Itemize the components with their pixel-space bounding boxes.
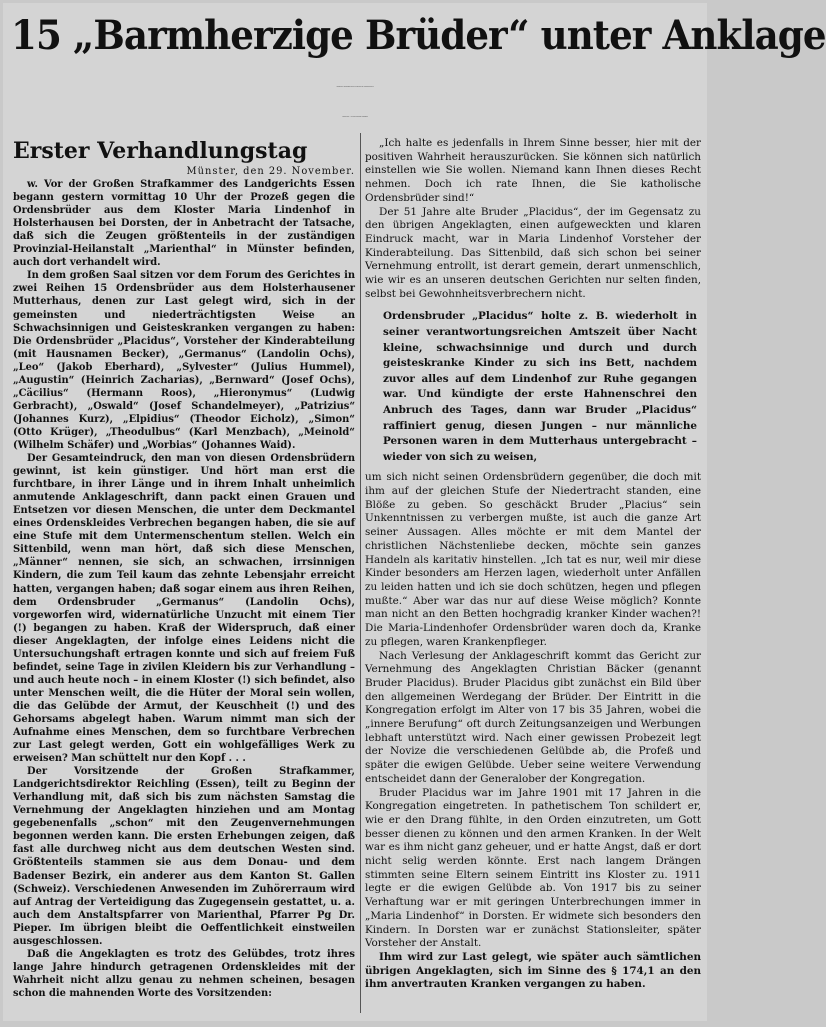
headline: 15 „Barmherzige Brüder“ unter Anklage [11, 12, 826, 59]
right-paragraph-4: Nach Verlesung der Anklageschrift kommt das Gericht zur Vernehmung des Angeklagten Christian Bäcker (genannt Bruder Placidus). Bruder Placidus gibt zunächst ein Bild über den allgemeinen Werdegang der Brüder. Der Eintritt in die Kongregation erfolgt im Alter von 17 bis 35 Jahren, wobei die „innere Berufung“ oft durch Zeitungsanzeigen und Werbungen lebhaft unterstützt wird. Nach einer gewissen Probezeit legt der Novize die verschiedenen Gelübde ab, die Profeß und später die ewigen Gelübde. Ueber seine weitere Verwendung entscheidet dann der Generalober der Kongregation. [365, 649, 701, 785]
left-column [13, 137, 355, 1000]
dateline [13, 165, 355, 178]
bold-excerpt-text: Ordensbruder „Placidus“ holte z. B. wiederholt in seiner verantwortungsreichen Amtszeit über Nacht kleine, schwachsinnige und durch und durch geisteskranke Kinder zu sich ins Bett, nachdem zuvor alles auf dem Lindenhof zur Ruhe gegangen war. Und kündigte der erste Hahnenschrei den Anbruch des Tages, dann war Bruder „Placidus“ raffiniert genug, diesen Jungen – nur männliche Personen waren in dem Mutterhaus untergebracht – wieder von sich zu weisen, [383, 310, 697, 463]
newspaper-page [3, 3, 826, 1021]
right-paragraph-3: um sich nicht seinen Ordensbrüdern gegenüber, die doch mit ihm auf der gleichen Stufe der Niedertracht standen, eine Blöße zu geben. So geschäckt Bruder „Placius“ sein Unkenntnissen zu verbergen mußte, ist auch die ganze Art seiner Aussagen. Alles möchte er mit dem Mantel der christlichen Nächstenliebe decken, möchte sein ganzes Handeln als karitativ hinstellen. „Ich tat es nur, weil mir diese Kinder besonders am Herzen lagen, wiederholt unter Anfällen zu leiden hatten und ich sie doch schützen, hegen und pflegen mußte.“ Aber war das nur auf diese Weise möglich? Konnte man nicht an den Betten hochgradig kranker Kinder wachen?! Die Maria-Lindenhofer Ordensbrüder waren doch da, Kranke zu pflegen, waren Krankenpfleger. [365, 471, 701, 648]
left-paragraph-5: Daß die Angeklagten es trotz des Gelübdes, trotz ihres lange Jahre hindurch getragenen Ordenskleides mit der Wahrheit nicht allzu genau zu nehmen scheinen, besagen schon die mahnenden Worte des Vorsitzenden: [13, 948, 355, 999]
left-paragraph-1: w. Vor der Großen Strafkammer des Landgerichts Essen begann gestern vormittag 10 Uhr der Prozeß gegen die Ordensbrüder aus dem Kloster Maria Lindenhof in Holsterhausen bei Dorsten, der in Anbetracht der Tatsache, daß sich die Zeugen größtenteils in der zuständigen Provinzial-Heilanstalt „Marienthal“ in Münster befinden, auch dort verhandelt wird. [13, 179, 355, 269]
final-bold-paragraph: Ihm wird zur Last gelegt, wie später auch sämtlichen übrigen Angeklagten, sich im Sinne des § 174,1 an den ihm anvertrauten Kranken vergangen zu haben. [365, 950, 701, 991]
left-paragraph-3: Der Gesamteindruck, den man von diesen Ordensbrüdern gewinnt, ist kein günstiger. Und hört man erst die furchtbare, in ihrer Länge und in ihrem Inhalt unheimlich anmutende Anklageschrift, dann packt einen Grauen und Entsetzen vor diesen Menschen, die unter dem Deckmantel eines Ordenskleides Verbrechen begangen haben, die sie auf eine Stufe mit dem Untermenschentum stellen. Welch ein Sittenbild, wenn man hört, daß sich diese Menschen, „Männer“ nennen, sie sich, an schwachen, irrsinnigen Kindern, die zum Teil kaum das zehnte Lebensjahr erreicht hatten, vergangen haben; daß sogar einem aus ihren Reihen, dem Ordensbruder „Germanus“ (Landolin Ochs), vorgeworfen wird, widernatürliche Unzucht mit einem Tier (!) begangen zu haben. Kraß der Widerspruch, daß einer dieser Angeklagten, der infolge eines Leidens nicht die Untersuchungshaft ertragen konnte und sich auf freiem Fuß befindet, seine Tage in zivilen Kleidern bis zur Verhandlung – und auch heute noch – in einem Kloster (!) sich befindet, also unter Menschen weilt, die die Hüter der Moral sein wollen, die das Gelübde der Armut, der Keuschheit (!) und des Gehorsams abgelegt haben. Warum nimmt man sich der Aufnahme eines Menschen, dem so furchtbare Verbrechen zur Last gelegt werden, Gott ein wohlgefälliges Werk zu erweisen? Man schüttelt nur den Kopf . . . [13, 453, 355, 765]
section-heading: Erster Verhandlungstag [13, 138, 308, 164]
right-paragraph-2: Der 51 Jahre alte Bruder „Placidus“, der im Gegensatz zu den übrigen Angeklagten, einen aufgeweckten und klaren Eindruck macht, war in Maria Lindenhof Vorsteher der Kinderabteilung. Das Sittenbild, daß sich schon bei seiner Vernehmung entrollt, ist derart gemein, derart unmenschlich, wie wir es an unseren deutschen Gerichten nur selten finden, selbst bei Gewohnheitsverbrechern nicht. [365, 205, 701, 300]
right-column [365, 137, 701, 992]
dateline-place: Münster, den 29. November. [186, 166, 355, 177]
column-divider [360, 133, 361, 1013]
subheadline-1: Sämtlichen Angeklagten werden Verbrechen an Schutzbefohlenen [336, 87, 374, 88]
left-paragraph-4: Der Vorsitzende der Großen Strafkammer, Landgerichtsdirektor Reichling (Essen), teilt zu Beginn der Verhandlung mit, daß sich bis zum nächsten Samstag die Vernehmung der Angeklagten hinziehen und am Montag gegebenenfalls „schon“ mit den Zeugenvernehmungen begonnen werden kann. Die ersten Erhebungen zeigen, daß fast alle durchweg nicht aus dem deutschen Westen sind. Größtenteils stammen sie aus dem Donau- und dem Badenser Bezirk, ein anderer aus dem Kanton St. Gallen (Schweiz). Verschiedenen Anwesenden im Zuhörerraum wird auf Antrag der Verteidigung das Zugegensein gestattet, u. a. auch dem Anstaltspfarrer von Marienthal, Pfarrer Pg Dr. Pieper. Im übrigen bleibt die Oeffentlichkeit einstweilen ausgeschlossen. [13, 766, 355, 947]
right-paragraph-1: „Ich halte es jedenfalls in Ihrem Sinne besser, hier mit der positiven Wahrheit herauszurücken. Sie können sich natürlich einstellen wie Sie wollen. Niemand kann Ihnen dieses Recht nehmen. Doch ich rate Ihnen, die Sie katholische Ordensbrüder sind!“ [365, 137, 701, 204]
subheadline-2: vorgeworfen – Ein Bild niedrigster Entartung [342, 117, 368, 118]
left-paragraph-2: In dem großen Saal sitzen vor dem Forum des Gerichtes in zwei Reihen 15 Ordensbrüder aus dem Holsterhausener Mutterhaus, denen zur Last gelegt wird, sich in der gemeinsten und niederträchtigsten Weise an Schwachsinnigen und Geisteskranken vergangen zu haben: Die Ordensbrüder „Placidus“, Vorsteher der Kinderabteilung (mit Hausnamen Becker), „Germanus“ (Landolin Ochs), „Leo“ (Jakob Eberhard), „Sylvester“ (Julius Hummel), „Augustin“ (Heinrich Zacharias), „Bernward“ (Josef Ochs), „Cäcilius“ (Hermann Roos), „Hieronymus“ (Ludwig Gerbracht), „Oswald“ (Josef Schandelmeyer), „Patrizius“ (Johannes Kurz), „Elpidius“ (Theodor Eicholz), „Simon“ (Otto Krüger), „Theodulbus“ (Karl Menzbach), „Meinold“ (Wilhelm Schäfer) und „Worbias“ (Johannes Waid). [13, 270, 355, 451]
right-paragraph-5: Bruder Placidus war im Jahre 1901 mit 17 Jahren in die Kongregation eingetreten. In pathetischem Ton schildert er, wie er den Drang fühlte, in den Orden einzutreten, um Gott besser dienen zu können und den armen Kranken. In der Welt war es ihm nicht ganz geheuer, und er hatte Angst, daß er dort nicht selig werden könnte. Erst nach langem Drängen stimmten seine Eltern seinem Eintritt ins Kloster zu. 1911 legte er die ewigen Gelübde ab. Von 1917 bis zu seiner Verhaftung war er mit geringen Unterbrechungen immer in „Maria Lindenhof“ in Dorsten. Er widmete sich besonders den Kindern. In Dorsten war er zunächst Stationsleiter, später Vorsteher der Anstalt. [365, 786, 701, 950]
bold-excerpt [365, 305, 701, 467]
